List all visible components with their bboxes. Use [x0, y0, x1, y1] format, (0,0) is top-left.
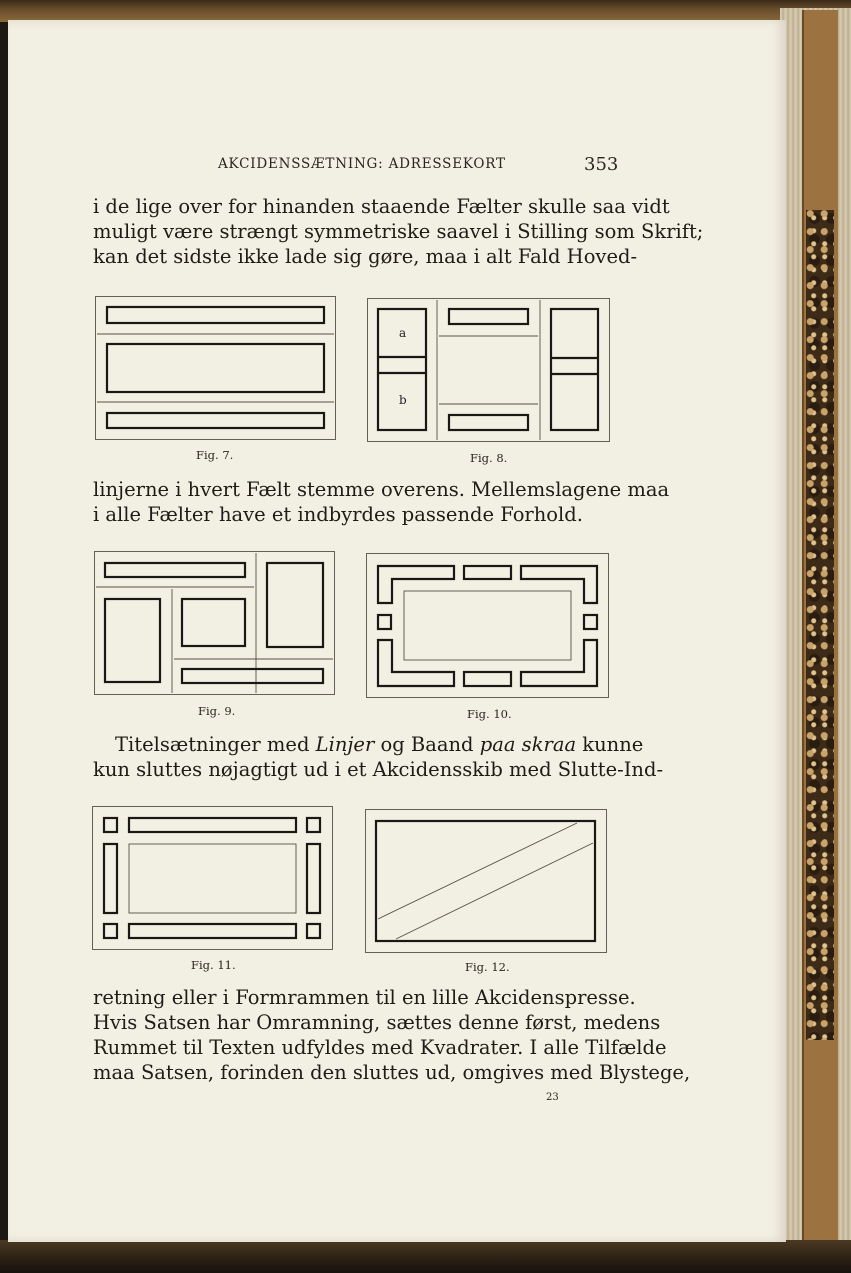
figure-11-drawing [92, 806, 333, 950]
marbled-cover [806, 210, 834, 1040]
paragraph-4 [93, 985, 691, 1085]
figure-10-caption: Fig. 10. [467, 707, 512, 721]
figure-7-drawing [95, 296, 336, 440]
figure-8-label-a: a [399, 326, 407, 340]
italic-term: paa skraa [479, 733, 577, 756]
running-title: AKCIDENSSÆTNING: ADRESSEKORT [218, 156, 506, 172]
book-top-edge [0, 0, 851, 22]
text-line: linjerne i hvert Fælt stemme overens. Mellemslagene maa [93, 478, 670, 501]
figure-8-drawing [367, 298, 610, 442]
figure-7-caption: Fig. 7. [196, 448, 234, 462]
text-run: Titelsætninger med [115, 733, 316, 756]
figure-7 [95, 296, 336, 440]
figure-12-drawing [365, 809, 607, 953]
figure-8-caption: Fig. 8. [470, 451, 508, 465]
book-bottom-edge [0, 1240, 851, 1273]
paragraph-3 [93, 732, 664, 782]
text-run: og Baand [374, 733, 480, 756]
paragraph-1 [93, 194, 704, 269]
text-line: Hvis Satsen har Omramning, sættes denne først, medens [93, 1011, 661, 1034]
text-line: i alle Fælter have et indbyrdes passende Forhold. [93, 503, 583, 526]
text-line: kun sluttes nøjagtigt ud i et Akcidensskib med Slutte-Ind- [93, 758, 664, 781]
figure-9-drawing [94, 551, 335, 695]
figure-10-drawing [366, 553, 609, 698]
text-line [93, 732, 644, 757]
page-number: 353 [584, 154, 619, 175]
figure-8-label-b: b [399, 393, 407, 407]
figure-11-caption: Fig. 11. [191, 958, 236, 972]
signature-mark: 23 [546, 1092, 559, 1103]
figure-9-caption: Fig. 9. [198, 704, 236, 718]
text-line: muligt være strængt symmetriske saavel i Stilling som Skrift; [93, 220, 704, 243]
figure-11 [92, 806, 333, 950]
italic-term: Linjer [315, 733, 375, 756]
figure-12 [365, 809, 607, 953]
figure-12-caption: Fig. 12. [465, 960, 510, 974]
text-line: maa Satsen, forinden den sluttes ud, omgives med Blystege, [93, 1061, 691, 1084]
text-run: kunne [576, 733, 644, 756]
figure-10 [366, 553, 609, 698]
text-line: i de lige over for hinanden staaende Fælter skulle saa vidt [93, 195, 670, 218]
text-line: kan det sidste ikke lade sig gøre, maa i alt Fald Hoved- [93, 245, 638, 268]
text-line: Rummet til Texten udfyldes med Kvadrater. I alle Tilfælde [93, 1036, 667, 1059]
text-line: retning eller i Formrammen til en lille Akcidenspresse. [93, 986, 636, 1009]
paragraph-2 [93, 477, 670, 527]
figure-8 [367, 298, 610, 442]
figure-9 [94, 551, 335, 695]
